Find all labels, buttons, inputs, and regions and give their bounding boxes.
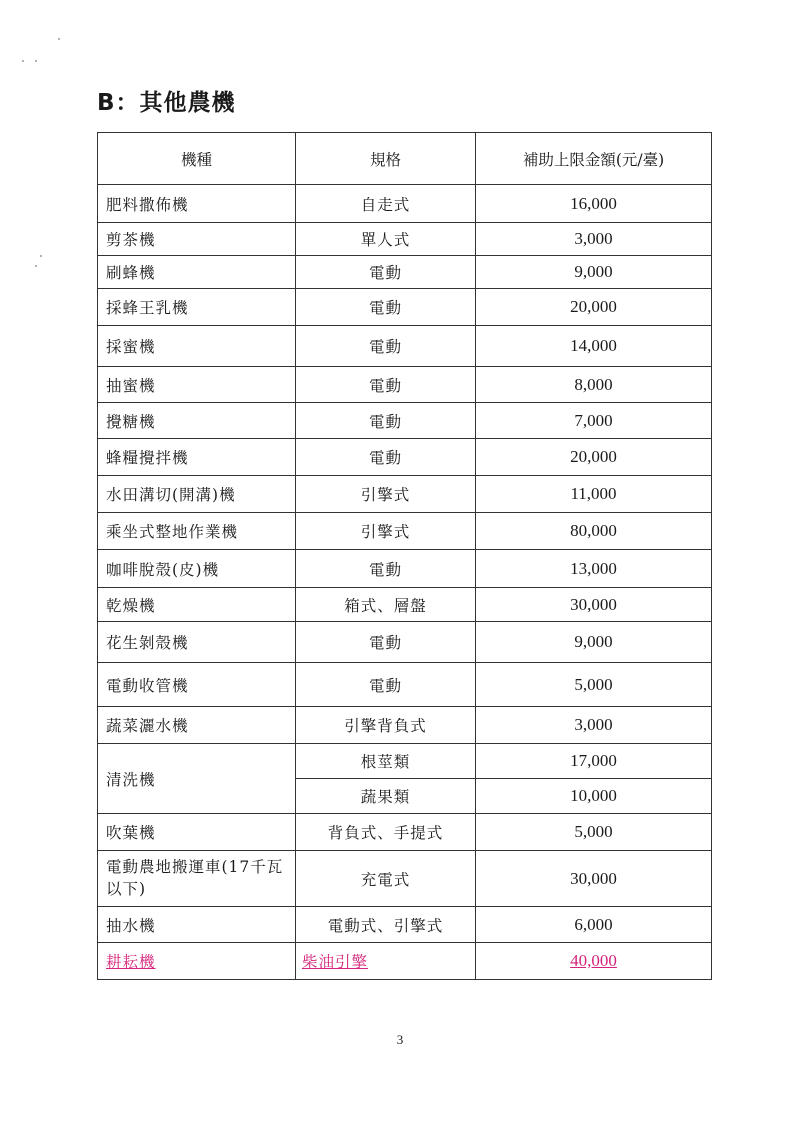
amount-cell: 10,000 bbox=[476, 779, 712, 814]
spec-cell: 箱式、層盤 bbox=[296, 588, 476, 622]
amount-cell: 16,000 bbox=[476, 185, 712, 223]
table-row bbox=[98, 439, 712, 476]
table-row bbox=[98, 622, 712, 663]
header-machine: 機種 bbox=[98, 133, 296, 185]
table-row bbox=[98, 907, 712, 943]
table-row bbox=[98, 289, 712, 326]
scan-speck bbox=[35, 265, 37, 267]
spec-cell: 背負式、手提式 bbox=[296, 814, 476, 851]
machine-cell: 攪糖機 bbox=[98, 403, 296, 439]
machine-cell: 乘坐式整地作業機 bbox=[98, 513, 296, 550]
machine-cell: 花生剝殼機 bbox=[98, 622, 296, 663]
amount-cell: 3,000 bbox=[476, 223, 712, 256]
spec-cell: 電動 bbox=[296, 550, 476, 588]
machine-cell: 採蜜機 bbox=[98, 326, 296, 367]
amount-cell: 5,000 bbox=[476, 814, 712, 851]
spec-cell: 電動式、引擎式 bbox=[296, 907, 476, 943]
table-row bbox=[98, 326, 712, 367]
table-row bbox=[98, 550, 712, 588]
machine-cell bbox=[98, 943, 296, 980]
machine-cell: 清洗機 bbox=[98, 744, 296, 814]
spec-cell: 電動 bbox=[296, 663, 476, 707]
table-header-row bbox=[98, 133, 712, 185]
table-row bbox=[98, 223, 712, 256]
amount-cell: 80,000 bbox=[476, 513, 712, 550]
spec-cell: 自走式 bbox=[296, 185, 476, 223]
amount-cell: 9,000 bbox=[476, 256, 712, 289]
machine-cell: 蔬菜灑水機 bbox=[98, 707, 296, 744]
page-number: 3 bbox=[396, 1032, 404, 1047]
machine-cell: 抽水機 bbox=[98, 907, 296, 943]
table-row-highlighted bbox=[98, 943, 712, 980]
spec-cell: 電動 bbox=[296, 289, 476, 326]
spec-cell: 根莖類 bbox=[296, 744, 476, 779]
amount-cell: 3,000 bbox=[476, 707, 712, 744]
header-amount: 補助上限金額(元/臺) bbox=[476, 133, 712, 185]
spec-cell: 充電式 bbox=[296, 851, 476, 907]
machine-cell: 咖啡脫殼(皮)機 bbox=[98, 550, 296, 588]
subsidy-table bbox=[97, 132, 712, 980]
machine-cell: 刷蜂機 bbox=[98, 256, 296, 289]
spec-cell: 電動 bbox=[296, 403, 476, 439]
amount-cell: 20,000 bbox=[476, 439, 712, 476]
table-row bbox=[98, 476, 712, 513]
spec-cell: 引擎式 bbox=[296, 513, 476, 550]
amount-cell: 13,000 bbox=[476, 550, 712, 588]
spec-cell: 引擎式 bbox=[296, 476, 476, 513]
spec-cell bbox=[296, 943, 476, 980]
machine-cell: 水田溝切(開溝)機 bbox=[98, 476, 296, 513]
scan-speck bbox=[58, 38, 60, 40]
table-row bbox=[98, 256, 712, 289]
machine-cell: 肥料撒佈機 bbox=[98, 185, 296, 223]
spec-cell: 電動 bbox=[296, 439, 476, 476]
amount-cell: 20,000 bbox=[476, 289, 712, 326]
table-row bbox=[98, 513, 712, 550]
amount-cell: 11,000 bbox=[476, 476, 712, 513]
table-row bbox=[98, 403, 712, 439]
machine-cell: 蜂糧攪拌機 bbox=[98, 439, 296, 476]
table-row bbox=[98, 185, 712, 223]
amount-cell: 30,000 bbox=[476, 851, 712, 907]
header-spec: 規格 bbox=[296, 133, 476, 185]
table-row bbox=[98, 744, 712, 779]
machine-cell: 剪茶機 bbox=[98, 223, 296, 256]
spec-cell: 電動 bbox=[296, 367, 476, 403]
amount-cell bbox=[476, 943, 712, 980]
highlighted-amount: 40,000 bbox=[570, 951, 617, 970]
table-row bbox=[98, 367, 712, 403]
machine-cell: 電動農地搬運車(17千瓦以下) bbox=[98, 851, 296, 907]
machine-cell: 乾燥機 bbox=[98, 588, 296, 622]
machine-cell: 抽蜜機 bbox=[98, 367, 296, 403]
amount-cell: 14,000 bbox=[476, 326, 712, 367]
table-row bbox=[98, 814, 712, 851]
scan-speck bbox=[40, 255, 42, 257]
section-title: B：其他農機 bbox=[97, 90, 236, 116]
spec-cell: 電動 bbox=[296, 256, 476, 289]
table-row bbox=[98, 588, 712, 622]
machine-cell: 吹葉機 bbox=[98, 814, 296, 851]
highlighted-machine: 耕耘機 bbox=[106, 953, 156, 971]
amount-cell: 6,000 bbox=[476, 907, 712, 943]
amount-cell: 7,000 bbox=[476, 403, 712, 439]
machine-cell: 電動收管機 bbox=[98, 663, 296, 707]
spec-cell: 電動 bbox=[296, 326, 476, 367]
spec-cell: 電動 bbox=[296, 622, 476, 663]
amount-cell: 8,000 bbox=[476, 367, 712, 403]
spec-cell: 引擎背負式 bbox=[296, 707, 476, 744]
table-row bbox=[98, 663, 712, 707]
table-row bbox=[98, 707, 712, 744]
spec-cell: 蔬果類 bbox=[296, 779, 476, 814]
scan-speck bbox=[22, 60, 24, 62]
scan-speck bbox=[35, 60, 37, 62]
amount-cell: 5,000 bbox=[476, 663, 712, 707]
amount-cell: 17,000 bbox=[476, 744, 712, 779]
table-row bbox=[98, 851, 712, 907]
machine-cell: 採蜂王乳機 bbox=[98, 289, 296, 326]
spec-cell: 單人式 bbox=[296, 223, 476, 256]
amount-cell: 30,000 bbox=[476, 588, 712, 622]
amount-cell: 9,000 bbox=[476, 622, 712, 663]
highlighted-spec: 柴油引擎 bbox=[302, 953, 369, 971]
